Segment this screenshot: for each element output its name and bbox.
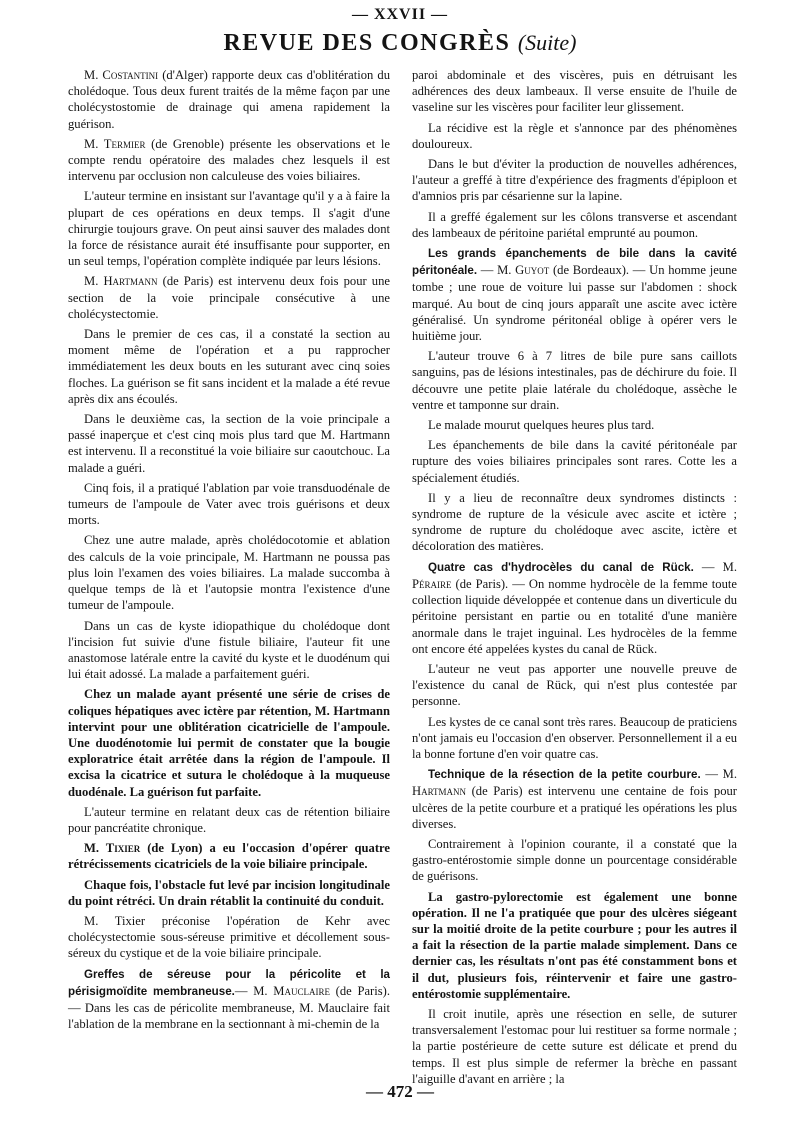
author-name: M. Hartmann	[412, 767, 738, 799]
paragraph: Il a greffé également sur les côlons transverse et ascendant des lambeaux de péritoine pariétal emprunté au poumon.	[412, 209, 737, 240]
author-name: M. Termier	[84, 136, 146, 151]
paragraph: L'auteur termine en insistant sur l'avantage qu'il y a à faire la plupart de ces opérations en deux temps. Il s'agit d'une chirurgie toujours grave. On peut ainsi sauver des malades dont la force de résistance aurait été insuffisante pour supporter, en un seul temps, l'opération complète indiquée par leurs lésions.	[68, 189, 390, 269]
author-name: M. Guyot	[497, 263, 550, 278]
dash: —	[693, 559, 723, 574]
paragraph: M. Tixier préconise l'opération de Kehr avec cholécystectomie sous-séreuse primitive et décollement sous-séreux du cystique et de la voie biliaire principale.	[68, 913, 390, 961]
paragraph-text: (de Bordeaux). — Un homme jeune tombe ; une roue de voiture lui passe sur l'abdomen : shock marqué. Au bout de cinq jours apparaît une ascite avec ictère généralisé. Un syndrome péritonéal oblige à opérer vers le huitième jour.	[412, 263, 737, 344]
paragraph: Dans un cas de kyste idiopathique du cholédoque dont l'incision fut suivie d'une fistule biliaire, l'auteur fit une anastomose latérale entre la cavité du kyste et le duodénum qui lui était adossé. La malade a parfaitement guéri.	[68, 618, 390, 682]
paragraph	[68, 136, 390, 185]
paragraph	[68, 67, 390, 132]
paragraph: Chez un malade ayant présenté une série de crises de coliques hépatiques avec ictère par rétention, M. Hartmann intervint pour une oblitération cicatricielle de l'ampoule. Une duodénotomie lui permit de constater que la bougie exploratrice était arrêtée dans la région de l'ampoule. Il excisa la cicatrice et sutura le cholédoque à la muqueuse duodénale. La guérison fut parfaite.	[68, 687, 390, 799]
paragraph: Les kystes de ce canal sont très rares. Beaucoup de praticiens n'ont jamais eu l'occasion d'en observer. Personnellement il a eu la bonne fortune d'en voir quatre cas.	[412, 714, 737, 761]
paragraph: paroi abdominale et des viscères, puis en détruisant les adhérences des deux lambeaux. Il verse ensuite de l'huile de vaseline sur les viscères pour faciliter leur glissement.	[412, 68, 737, 115]
paragraph: Chez une autre malade, après cholédocotomie et ablation des calculs de la voie principale, M. Hartmann ne poussa pas plus loin l'examen des voies biliaires. La malade succomba à quelque temps de là et l'autopsie montra l'existence d'une tumeur de l'ampoule.	[68, 533, 390, 613]
paragraph-text: (de Grenoble) présente les observations et le compte rendu opératoire des malades chez lesquels il est intervenu par occlusion non calculeuse des voies biliaires.	[68, 136, 391, 184]
dash: —	[477, 263, 498, 278]
paragraph	[68, 966, 390, 1033]
author-name: M. Tixier	[84, 841, 141, 856]
page-title	[0, 28, 800, 58]
paragraph: Dans le deuxième cas, la section de la voie principale a passé inaperçue et c'est cinq mois plus tard que M. Hartmann est intervenu. Il a reconstitué la voie biliaire sur caoutchouc. La malade a guéri.	[68, 412, 390, 475]
paragraph: Les épanchements de bile dans la cavité péritonéale par rupture des voies biliaires principales sont rares. Cotte les a spécialement étudiés.	[412, 438, 737, 485]
page-title-suffix: (Suite)	[517, 30, 577, 55]
section-heading: Quatre cas d'hydrocèles du canal de Rück.	[428, 560, 694, 574]
dash: —	[700, 767, 723, 782]
paragraph-text: (de Paris). — Dans les cas de péricolite membraneuse, M. Mauclaire fait l'ablation de la membrane en la sectionnant à mi-chemin de la	[68, 983, 390, 1032]
paragraph: Il croit inutile, après une résection en selle, de suturer transversalement l'estomac pour lui restituer sa forme normale ; la partie postérieure de cette suture est délicate et prend du temps. Il est plus simple de refermer la brèche en passant l'aiguille d'avant en arrière ; la	[412, 1006, 737, 1086]
paragraph: Dans le premier de ces cas, il a constaté la section au moment même de l'opération et a pu rapprocher immédiatement les deux bouts en les suturant avec cinq soies floches. La guérison se fit sans incident et la malade a été revue après dix ans écoulés.	[68, 327, 390, 406]
paragraph-text: (d'Alger) rapporte deux cas d'oblitération du cholédoque. Tous deux furent traités de la même façon par une cholécystostomie de drainage qui amena rapidement la guérison.	[68, 68, 390, 131]
paragraph-text: (de Lyon) a eu l'occasion d'opérer quatre rétrécissements cicatriciels de la voie biliaire principale.	[68, 841, 390, 872]
paragraph: Dans le but d'éviter la production de nouvelles adhérences, l'auteur a greffé à titre d'expérience des fragments d'épiploon et d'amnios pris par césarienne sur la lapine.	[412, 157, 737, 204]
page-title-main: REVUE DES CONGRÈS	[223, 30, 511, 56]
right-column	[412, 67, 737, 1091]
paragraph: La gastro-pylorectomie est également une bonne opération. Il ne l'a pratiquée que pour des ulcères siégeant sur la moitié droite de la petite courbure ; pour les autres il a fait la résection de la partie malade simplement. Dans ce dernier cas, les résultats n'ont pas été constamment bons et il dut, plusieurs fois, réintervenir et faire une gastro-entérostomie supplémentaire.	[412, 889, 737, 1001]
paragraph	[412, 766, 737, 832]
paragraph: L'auteur trouve 6 à 7 litres de bile pure sans caillots sanguins, pas de lésions intestinales, pas de déchirure du foie. Il découvre une petite plaie latérale du cholédoque, assèche le ventre et tamponne sur drain.	[412, 349, 737, 412]
paragraph-text: (de Paris) est intervenu une centaine de fois pour ulcères de la petite courbure et a pratiqué les opérations les plus diverses.	[412, 784, 737, 831]
paragraph-text: (de Paris). — On nomme hydrocèle de la femme toute collection liquide développée et contenue dans un diverticule du péritoine persistant en partie ou en totalité d'une manière anormale dans le trajet inguinal. Les hydrocèles de la femme ont encore été appelées kystes du canal de Rück.	[412, 576, 737, 656]
paragraph: La récidive est la règle et s'annonce par des phénomènes douloureux.	[412, 120, 737, 151]
author-name: M. Péraire	[412, 559, 737, 591]
dash: —	[234, 983, 254, 998]
paragraph: Le malade mourut quelques heures plus tard.	[428, 418, 655, 433]
paragraph: L'auteur termine en relatant deux cas de rétention biliaire pour pancréatite chronique.	[68, 804, 390, 835]
paragraph	[412, 245, 737, 344]
paragraph	[412, 559, 737, 657]
paragraph: Il y a lieu de reconnaître deux syndromes distincts : syndrome de rupture de la vésicule avec ascite et ictère ; syndrome de rupture du cholédoque avec ascite, ictère et décoloration des matières.	[412, 490, 737, 554]
section-heading: Technique de la résection de la petite courbure.	[428, 768, 701, 782]
section-heading: Les grands épanchements de bile dans la cavité péritonéale.	[412, 247, 737, 278]
paragraph-text: (de Paris) est intervenu deux fois pour une section de la voie principale consécutive à une cholécystectomie.	[68, 274, 390, 321]
author-name: M. Mauclaire	[253, 983, 330, 998]
paragraph	[68, 273, 390, 322]
paragraph: Chaque fois, l'obstacle fut levé par incision longitudinale du point rétréci. Un drain rétablit la continuité du conduit.	[68, 877, 390, 908]
left-column	[68, 67, 390, 1036]
page-number: — 472 —	[366, 1082, 434, 1101]
author-name: M. Costantini	[84, 68, 159, 82]
paragraph: Contrairement à l'opinion courante, il a constaté que la gastro-entérostomie simple donne un pourcentage considérable de guérisons.	[412, 836, 737, 884]
section-heading: Greffes de séreuse pour la péricolite et la périsigmoïdite membraneuse.	[68, 967, 390, 998]
paragraph	[68, 840, 390, 872]
section-roman-numeral: — XXVII —	[351, 6, 449, 23]
paragraph: Cinq fois, il a pratiqué l'ablation par voie transduodénale de tumeurs de l'ampoule de Vater avec trois guérisons et deux morts.	[68, 480, 390, 528]
paragraph: L'auteur ne veut pas apporter une nouvelle preuve de l'existence du canal de Rück, qui n'est plus contestée par personne.	[412, 661, 737, 709]
author-name: M. Hartmann	[84, 274, 158, 289]
